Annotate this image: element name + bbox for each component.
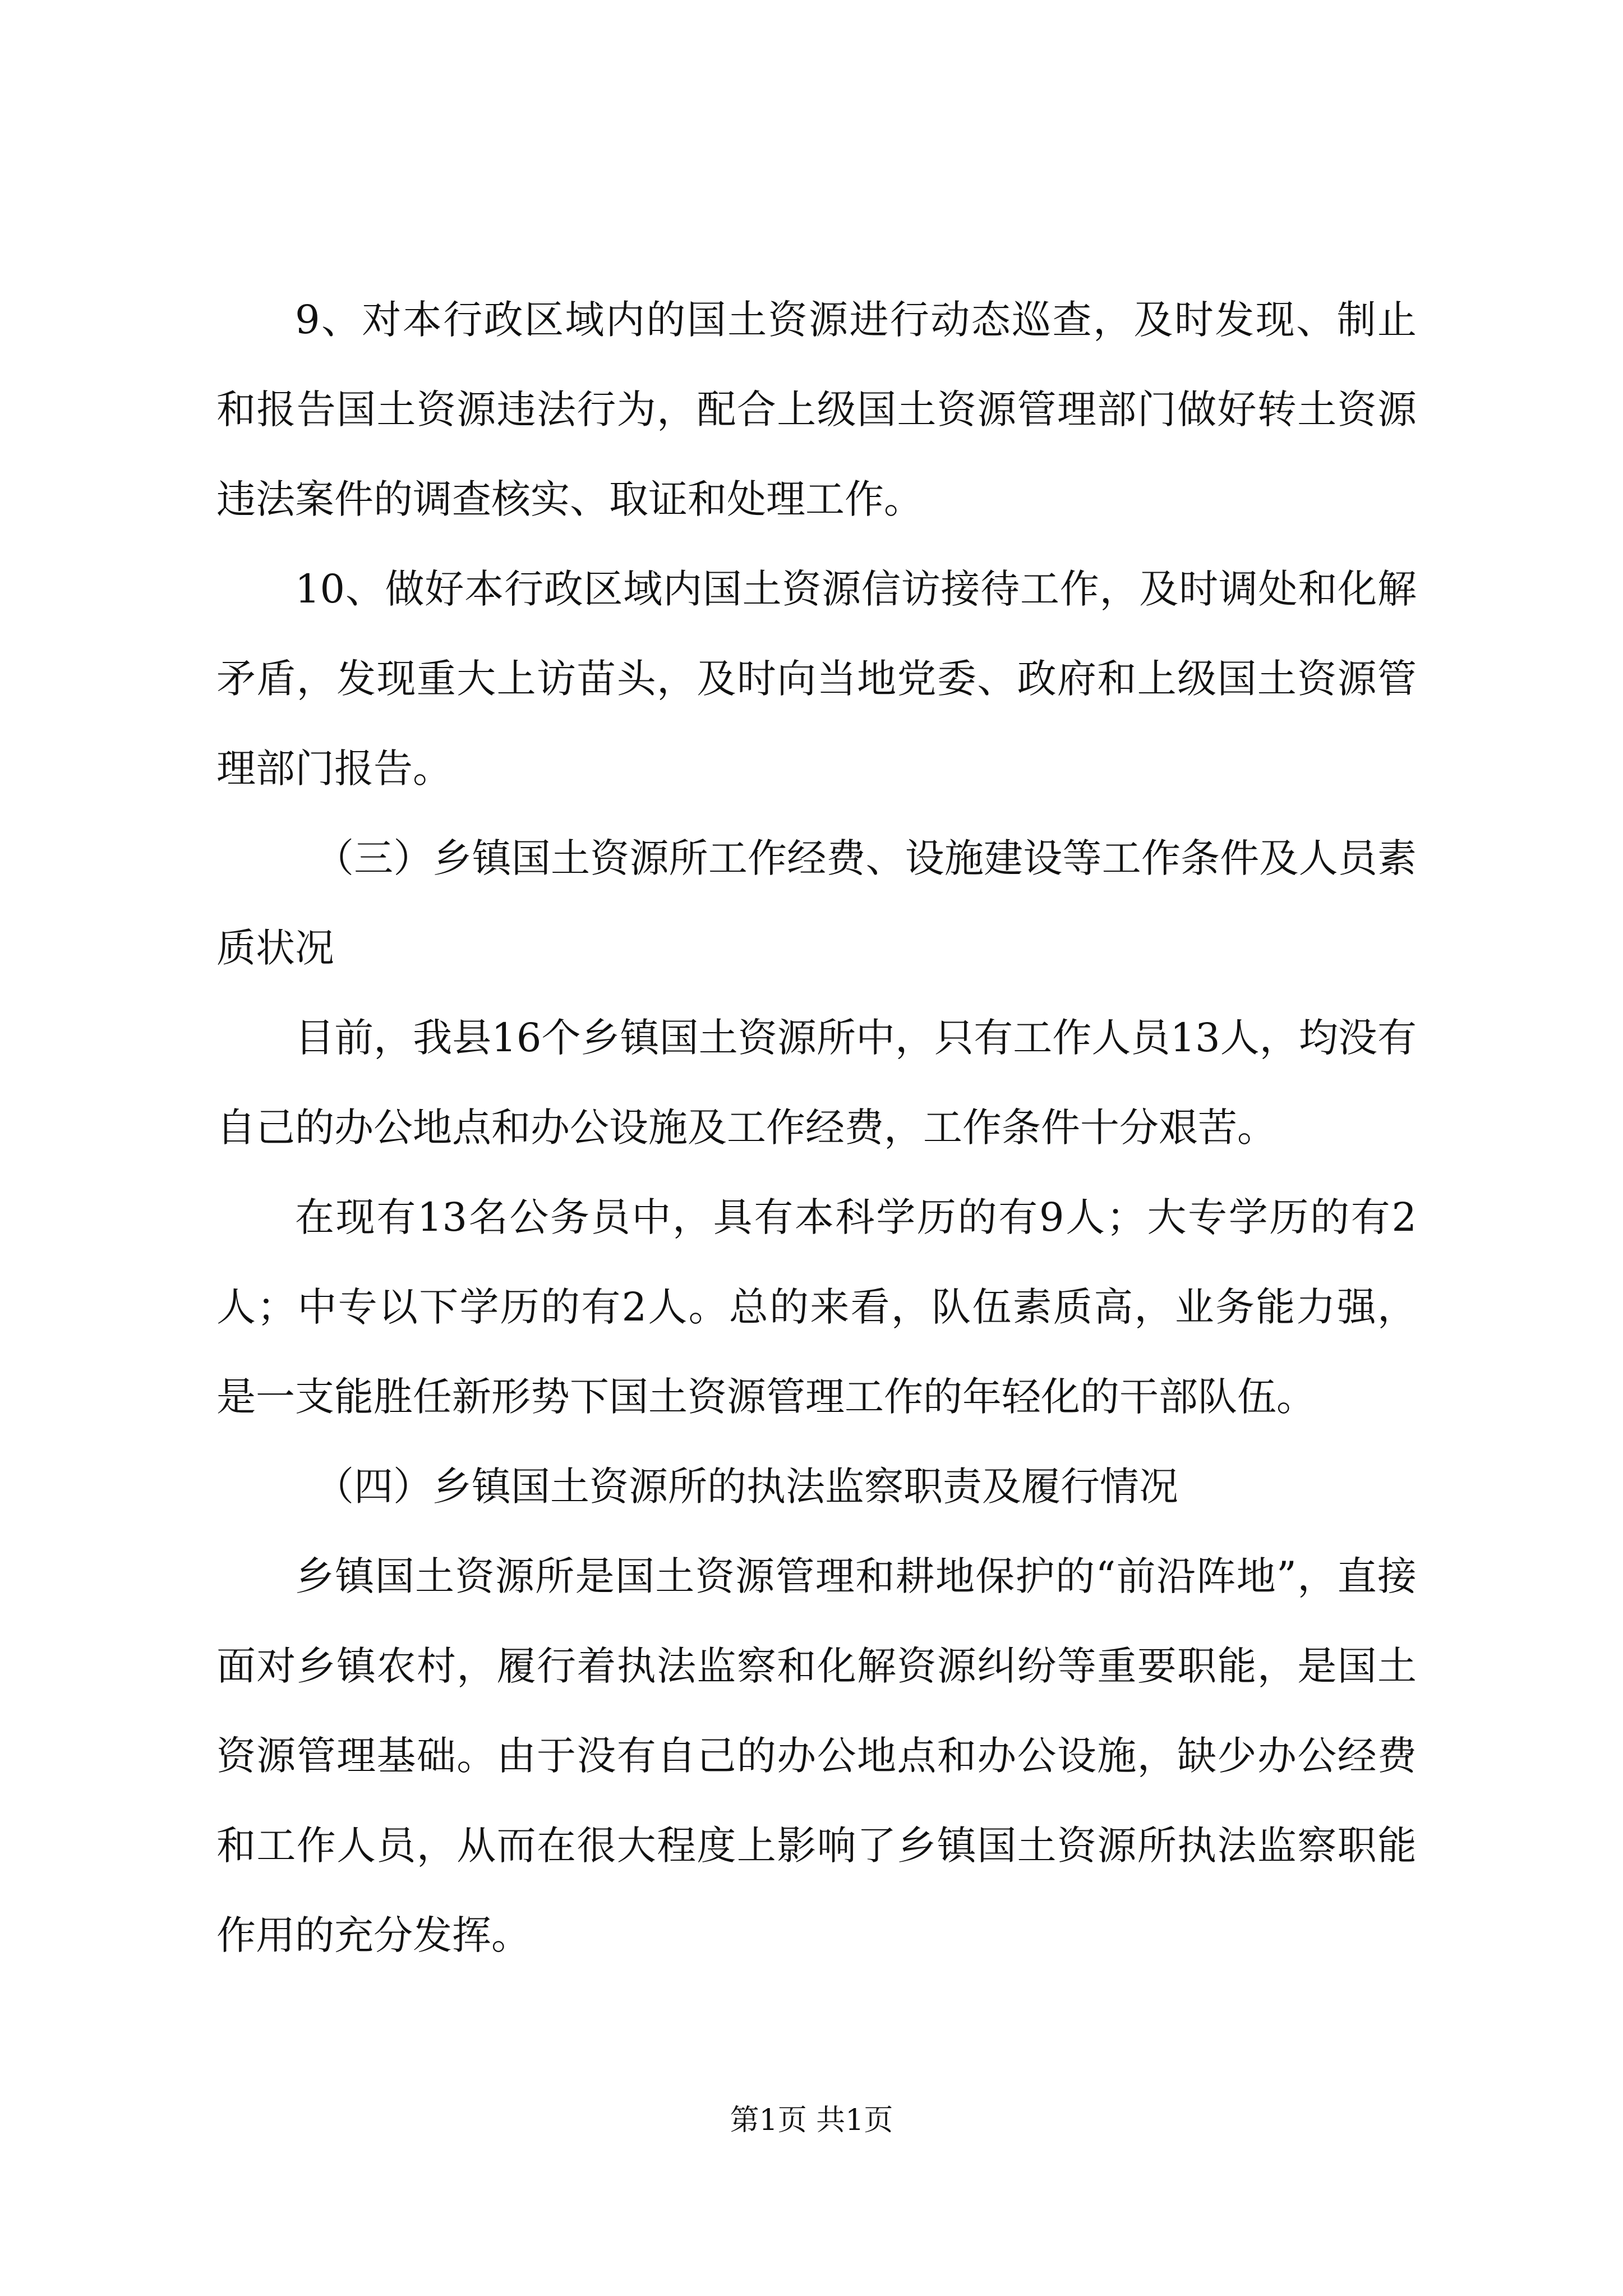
paragraph-staff-office: 目前，我县16个乡镇国土资源所中，只有工作人员13人，均没有自己的办公地点和办公设施及工作经费，工作条件十分艰苦。 xyxy=(216,1015,1417,1151)
paragraph-staff-education: 在现有13名公务员中，具有本科学历的有9人；大专学历的有2人；中专以下学历的有2人。总的来看，队伍素质高，业务能力强，是一支能胜任新形势下国土资源管理工作的年轻化的干部队伍。 xyxy=(216,1194,1417,1420)
section-heading-3: （三）乡镇国土资源所工作经费、设施建设等工作条件及人员素质状况 xyxy=(216,835,1417,971)
section-heading-4: （四）乡镇国土资源所的执法监察职责及履行情况 xyxy=(315,1464,1178,1510)
page-footer: 第1页 共1页 xyxy=(730,2104,893,2137)
paragraph-item-9: 9、对本行政区域内的国土资源进行动态巡查，及时发现、制止和报告国土资源违法行为，配合上级国土资源管理部门做好转土资源违法案件的调查核实、取证和处理工作。 xyxy=(216,297,1417,522)
paragraph-item-10: 10、做好本行政区域内国土资源信访接待工作，及时调处和化解矛盾，发现重大上访苗头，及时向当地党委、政府和上级国土资源管理部门报告。 xyxy=(216,566,1417,792)
paragraph-enforcement: 乡镇国土资源所是国土资源管理和耕地保护的“前沿阵地”，直接面对乡镇农村，履行着执法监察和化解资源纠纷等重要职能，是国土资源管理基础。由于没有自己的办公地点和办公设施，缺少办公经费和工作人员，从而在很大程度上影响了乡镇国土资源所执法监察职能作用的充分发挥。 xyxy=(216,1553,1417,1958)
document-body xyxy=(216,275,1417,1980)
